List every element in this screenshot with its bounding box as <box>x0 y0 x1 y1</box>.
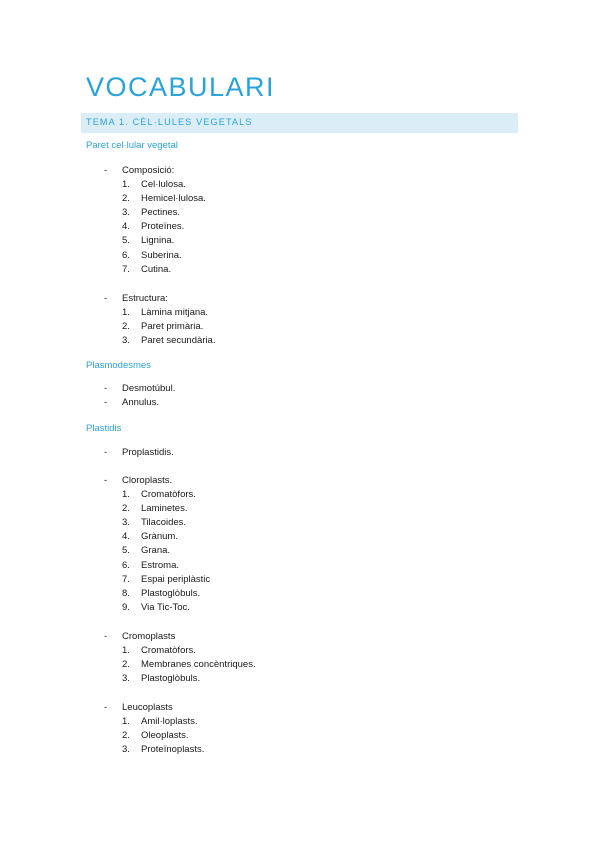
sub-item: Paret secundària. <box>141 335 216 347</box>
list-number: 4. <box>122 221 130 233</box>
bullet-dash: - <box>104 397 108 408</box>
sub-item: Proteïnoplasts. <box>141 744 205 756</box>
section-heading: Plasmodesmes <box>86 360 151 371</box>
list-number: 8. <box>122 587 130 599</box>
list-number: 1. <box>122 179 130 190</box>
list-number: 2. <box>122 730 130 742</box>
list-item: Cloroplasts. <box>122 475 173 486</box>
list-number: 3. <box>122 673 130 685</box>
section-heading: Plastidis <box>86 423 122 434</box>
sub-item: Cutina. <box>141 263 172 275</box>
list-number: 2. <box>122 321 130 333</box>
sub-item: Estroma. <box>141 559 180 571</box>
bullet-dash: - <box>104 447 108 458</box>
sub-item: Làmina mitjana. <box>141 307 209 318</box>
sub-item: Grànum. <box>141 531 178 543</box>
list-item: Cromoplasts <box>122 631 176 642</box>
page-title: VOCABULARI <box>86 72 276 102</box>
list-number: 4. <box>122 531 130 543</box>
list-number: 6. <box>122 559 130 571</box>
list-item: Desmotúbul. <box>122 383 176 394</box>
list-number: 1. <box>122 645 130 656</box>
sub-item: Oleoplasts. <box>141 730 189 742</box>
list-number: 1. <box>122 489 130 500</box>
bullet-dash: - <box>104 631 108 642</box>
sub-item: Membranes concèntriques. <box>141 659 256 671</box>
sub-item: Suberina. <box>141 249 182 261</box>
list-number: 5. <box>122 545 130 557</box>
list-number: 1. <box>122 716 130 727</box>
sub-item: Plastoglòbuls. <box>141 673 201 685</box>
list-number: 7. <box>122 573 130 585</box>
list-number: 7. <box>122 263 130 275</box>
list-number: 3. <box>122 517 130 529</box>
bullet-dash: - <box>104 383 108 394</box>
bullet-dash: - <box>104 165 108 176</box>
sub-item: Amil·loplasts. <box>141 716 198 727</box>
list-item: Estructura: <box>122 293 168 304</box>
list-number: 9. <box>122 601 130 613</box>
sub-item: Pectines. <box>141 207 181 219</box>
bullet-dash: - <box>104 293 108 304</box>
sub-item: Lignina. <box>141 235 175 247</box>
list-number: 1. <box>122 307 130 318</box>
sub-item: Paret primària. <box>141 321 204 333</box>
list-number: 2. <box>122 503 130 515</box>
list-item: Leucoplasts <box>122 702 173 713</box>
sub-item: Cromatòfors. <box>141 645 196 656</box>
sub-item: Grana. <box>141 545 171 557</box>
bullet-dash: - <box>104 702 108 713</box>
list-item: Composició: <box>122 165 175 176</box>
sub-item: Cel·lulosa. <box>141 179 186 190</box>
section-band <box>81 113 518 133</box>
sub-item: Tilacoides. <box>141 517 187 529</box>
band-label: TEMA 1. CÈL·LULES VEGETALS <box>86 117 253 127</box>
list-number: 2. <box>122 659 130 671</box>
bullet-dash: - <box>104 475 108 486</box>
list-number: 5. <box>122 235 130 247</box>
section-heading: Paret cel·lular vegetal <box>86 140 178 151</box>
list-item: Proplastidis. <box>122 447 174 458</box>
sub-item: Espai periplàstic <box>141 573 211 585</box>
list-number: 6. <box>122 249 130 261</box>
sub-item: Cromatòfors. <box>141 489 196 500</box>
list-item: Annulus. <box>122 397 159 408</box>
sub-item: Via Tic-Toc. <box>141 601 190 613</box>
sub-item: Plastoglòbuls. <box>141 587 201 599</box>
sub-item: Laminetes. <box>141 503 188 515</box>
list-number: 2. <box>122 193 130 205</box>
list-number: 3. <box>122 335 130 347</box>
sub-item: Proteïnes. <box>141 221 185 233</box>
sub-item: Hemicel·lulosa. <box>141 193 206 205</box>
list-number: 3. <box>122 207 130 219</box>
list-number: 3. <box>122 744 130 756</box>
